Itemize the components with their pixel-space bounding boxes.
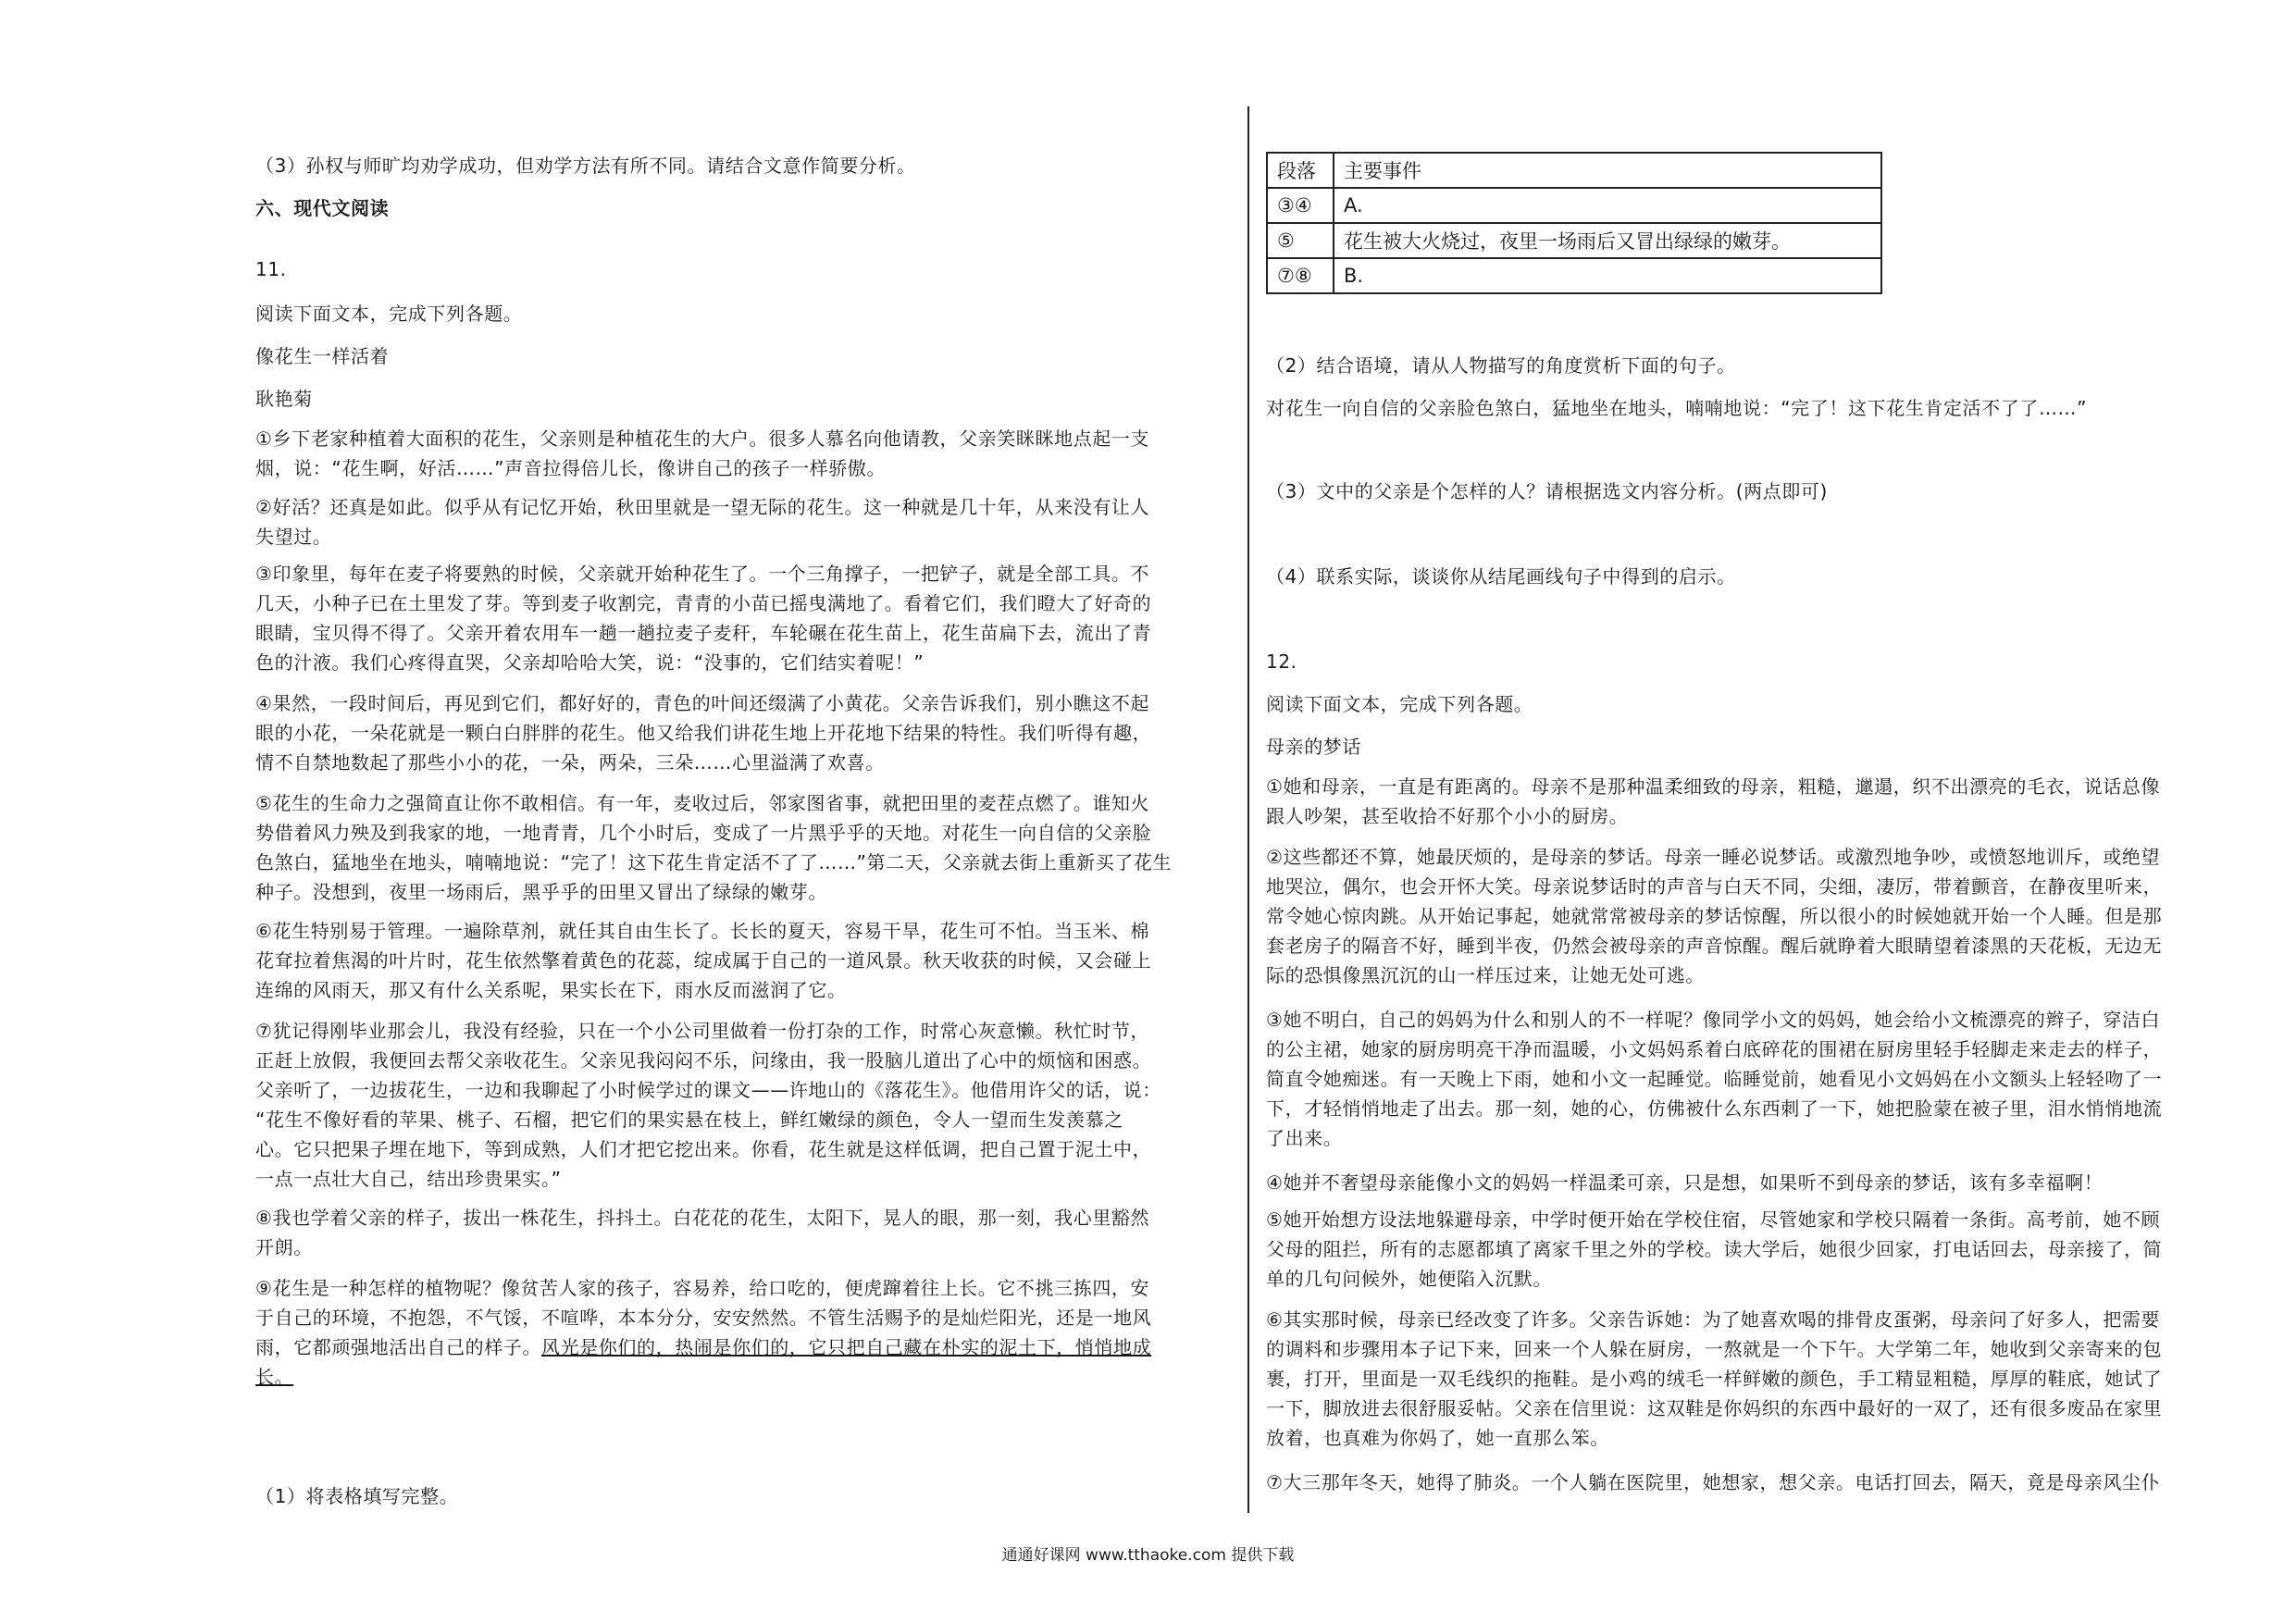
text-line: 势借着风力殃及到我家的地，一地青青，几个小时后，变成了一片黑乎乎的天地。对花生一向自信的父亲脸 bbox=[255, 822, 1152, 844]
paragraph-2 bbox=[255, 492, 1238, 551]
text-line: 开朗。 bbox=[255, 1236, 313, 1258]
text-line: ④果然，一段时间后，再见到它们，都好好的，青色的叶间还缀满了小黄花。父亲告诉我们，别小瞧这不起 bbox=[255, 692, 1150, 714]
quoted-sentence: 对花生一向自信的父亲脸色煞白，猛地坐在地头，喃喃地说：“完了！这下花生肯定活不了了……” bbox=[1266, 397, 2088, 419]
text-line: 的调料和步骤用本子记下来，回来一个人躲在厨房，一熬就是一个下午。大学第二年，她收到父亲寄来的包 bbox=[1266, 1338, 2163, 1360]
paragraph-8 bbox=[255, 1203, 1238, 1262]
table-row bbox=[1267, 223, 1881, 258]
text-line: 简直令她痴迷。有一天晚上下雨，她和小文一起睡觉。临睡觉前，她看见小文妈妈在小文额头上轻轻吻了一 bbox=[1266, 1068, 2163, 1090]
text-line: ①她和母亲，一直是有距离的。母亲不是那种温柔细致的母亲，粗糙，邋遢，织不出漂亮的毛衣，说话总像 bbox=[1266, 775, 2161, 798]
text-line: 一点一点壮大自己，结出珍贵果实。” bbox=[255, 1168, 562, 1190]
table-header-cell: 段落 bbox=[1267, 153, 1334, 188]
essay-author: 耿艳菊 bbox=[255, 388, 313, 410]
paragraph-5 bbox=[1266, 1205, 2249, 1294]
table-cell: ⑤ bbox=[1267, 223, 1334, 258]
text-line: 裹，打开，里面是一双毛线织的拖鞋。是小鸡的绒毛一样鲜嫩的颜色，手工精显粗糙，厚厚的鞋底，她试了 bbox=[1266, 1368, 2163, 1390]
text-line: ⑥花生特别易于管理。一遍除草剂，就任其自由生长了。长长的夏天，容易干旱，花生可不怕。当玉米、棉 bbox=[255, 920, 1150, 942]
text-line: 单的几句问候外，她便陷入沉默。 bbox=[1266, 1268, 1552, 1290]
paragraph-6 bbox=[1266, 1305, 2249, 1453]
paragraph-1 bbox=[1266, 772, 2249, 831]
text-line: 色煞白，猛地坐在地头，喃喃地说：“完了！这下花生肯定活不了了……”第二天，父亲就去街上重新买了花生 bbox=[255, 851, 1173, 873]
text-line: 几天，小种子已在土里发了芽。等到麦子收割完，青青的小苗已摇曳满地了。看着它们，我们瞪大了好奇的 bbox=[255, 592, 1152, 614]
table-cell: ③④ bbox=[1267, 188, 1334, 223]
paragraph-4 bbox=[1266, 1168, 2249, 1197]
text-line: “花生不像好看的苹果、桃子、石榴，把它们的果实悬在枝上，鲜红嫩绿的颜色，令人一望而生发羡慕之 bbox=[255, 1109, 1123, 1131]
table-cell: ⑦⑧ bbox=[1267, 258, 1334, 293]
text-line: 眼睛，宝贝得不得了。父亲开着农用车一趟一趟拉麦子麦秆，车轮碾在花生苗上，花生苗扁下去，流出了青 bbox=[255, 622, 1152, 644]
instruction-text: 阅读下面文本，完成下列各题。 bbox=[255, 303, 523, 325]
paragraph-5 bbox=[255, 788, 1238, 907]
text-line: 失望过。 bbox=[255, 526, 332, 548]
essay-title: 像花生一样活着 bbox=[255, 345, 390, 367]
question-text: （3）孙权与师旷均劝学成功，但劝学方法有所不同。请结合文意作简要分析。 bbox=[255, 155, 916, 177]
text-line: 父母的阻拦，所有的志愿都填了离家千里之外的学校。读大学后，她很少回家，打电话回去，母亲接了，简 bbox=[1266, 1238, 2163, 1260]
text-line: ⑦犹记得刚毕业那会儿，我没有经验，只在一个小公司里做着一份打杂的工作，时常心灰意懒。秋忙时节， bbox=[255, 1020, 1150, 1042]
paragraph-3 bbox=[1266, 1005, 2249, 1153]
paragraph-4 bbox=[255, 688, 1238, 777]
paragraph-3 bbox=[255, 559, 1238, 677]
question-text: （3）文中的父亲是个怎样的人？请根据选文内容分析。(两点即可) bbox=[1266, 480, 1828, 502]
text-line: 种子。没想到，夜里一场雨后，黑乎乎的田里又冒出了绿绿的嫩芽。 bbox=[255, 881, 827, 903]
question-text: （4）联系实际，谈谈你从结尾画线句子中得到的启示。 bbox=[1266, 565, 1736, 588]
text-line: 套老房子的隔音不好，睡到半夜，仍然会被母亲的声音惊醒。醒后就睁着大眼睛望着漆黑的天花板，无边无 bbox=[1266, 935, 2163, 957]
text-line: ③印象里，每年在麦子将要熟的时候，父亲就开始种花生了。一个三角撑子，一把铲子，就是全部工具。不 bbox=[255, 563, 1150, 585]
text-segment: 雨，它都顽强地活出自己的样子。 bbox=[255, 1336, 541, 1358]
text-line: ①乡下老家种植着大面积的花生，父亲则是种植花生的大户。很多人慕名向他请教，父亲笑眯眯地点起一支 bbox=[255, 427, 1150, 450]
text-line: ⑨花生是一种怎样的植物呢？像贫苦人家的孩子，容易养，给口吃的，便虎蹿着往上长。它不挑三拣四，安 bbox=[255, 1277, 1150, 1299]
instruction-text: 阅读下面文本，完成下列各题。 bbox=[1266, 693, 1533, 715]
text-line: 了出来。 bbox=[1266, 1127, 1343, 1149]
paragraph-6 bbox=[255, 916, 1238, 1005]
underlined-sentence: 风光是你们的，热闹是你们的，它只把自己藏在朴实的泥土下，悄悄地成 bbox=[541, 1336, 1152, 1358]
text-line: 一下，脚放进去很舒服妥帖。父亲在信里说：这双鞋是你妈织的东西中最好的一双了，还有很多废品在家里 bbox=[1266, 1397, 2163, 1419]
text-line: 眼的小花，一朵花就是一颗白白胖胖的花生。他又给我们讲花生地上开花地下结果的特性。我们听得有趣， bbox=[255, 722, 1152, 744]
text-line: 父亲听了，一边拔花生，一边和我聊起了小时候学过的课文——许地山的《落花生》。他借用许父的话，说： bbox=[255, 1079, 1161, 1101]
text-line: ⑤她开始想方设法地躲避母亲，中学时便开始在学校住宿，尽管她家和学校只隔着一条街。高考前，她不顾 bbox=[1266, 1208, 2161, 1231]
question-number: 11. bbox=[255, 258, 287, 280]
events-table bbox=[1266, 152, 1882, 294]
text-line: ⑥其实那时候，母亲已经改变了许多。父亲告诉她：为了她喜欢喝的排骨皮蛋粥，母亲问了好多人，把需要 bbox=[1266, 1308, 2161, 1331]
underlined-sentence: 长。 bbox=[255, 1366, 294, 1388]
paragraph-9 bbox=[255, 1273, 1238, 1392]
text-line: 连绵的风雨天，那又有什么关系呢，果实长在下，雨水反而滋润了它。 bbox=[255, 979, 847, 1001]
table-row bbox=[1267, 258, 1881, 293]
paragraph-7 bbox=[1266, 1468, 2249, 1497]
essay-title: 母亲的梦话 bbox=[1266, 736, 1361, 758]
text-line: 跟人吵架，甚至收拾不好那个小小的厨房。 bbox=[1266, 805, 1629, 827]
text-line: 心。它只把果子埋在地下，等到成熟，人们才把它挖出来。你看，花生就是这样低调，把自己置于泥土中， bbox=[255, 1138, 1152, 1160]
question-number: 12. bbox=[1266, 650, 1297, 673]
text-line: 下，才轻悄悄地走了出去。那一刻，她的心，仿佛被什么东西刺了一下，她把脸蒙在被子里，泪水悄悄地流 bbox=[1266, 1097, 2163, 1120]
text-line: ⑦大三那年冬天，她得了肺炎。一个人躺在医院里，她想家，想父亲。电话打回去，隔天，竟是母亲风尘仆 bbox=[1266, 1471, 2161, 1493]
text-line: ②这些都还不算，她最厌烦的，是母亲的梦话。母亲一睡必说梦话。或激烈地争吵，或愤怒地训斥，或绝望 bbox=[1266, 846, 2161, 868]
text-line: 正赶上放假，我便回去帮父亲收花生。父亲见我闷闷不乐，问缘由，我一股脑儿道出了心中的烦恼和困惑。 bbox=[255, 1049, 1152, 1072]
paragraph-1 bbox=[255, 424, 1238, 483]
column-divider bbox=[1247, 106, 1249, 1513]
text-line: 常令她心惊肉跳。从开始记事起，她就常常被母亲的梦话惊醒，所以很小的时候她就开始一个人睡。但是那 bbox=[1266, 905, 2163, 927]
text-line: 花耷拉着焦渴的叶片时，花生依然擎着黄色的花蕊，绽成属于自己的一道风景。秋天收获的时候，又会碰上 bbox=[255, 949, 1152, 972]
text-line: ⑤花生的生命力之强简直让你不敢相信。有一年，麦收过后，邻家图省事，就把田里的麦茬点燃了。谁知火 bbox=[255, 792, 1150, 814]
paragraph-7 bbox=[255, 1016, 1238, 1194]
table-header-row bbox=[1267, 153, 1881, 188]
table-header-cell: 主要事件 bbox=[1334, 153, 1881, 188]
text-line: ④她并不奢望母亲能像小文的妈妈一样温柔可亲，只是想，如果听不到母亲的梦话，该有多幸福啊！ bbox=[1266, 1171, 2104, 1194]
text-line: 的公主裙，她家的厨房明亮干净而温暖，小文妈妈系着白底碎花的围裙在厨房里轻手轻脚走来走去的样子， bbox=[1266, 1038, 2163, 1060]
question-text: （1）将表格填写完整。 bbox=[255, 1485, 459, 1507]
table-row bbox=[1267, 188, 1881, 223]
text-line: ③她不明白，自己的妈妈为什么和别人的不一样呢？像同学小文的妈妈，她会给小文梳漂亮的辫子，穿洁白 bbox=[1266, 1009, 2161, 1031]
question-text: （2）结合语境，请从人物描写的角度赏析下面的句子。 bbox=[1266, 354, 1736, 377]
section-title: 六、现代文阅读 bbox=[255, 197, 390, 219]
text-line: 色的汁液。我们心疼得直哭，父亲却哈哈大笑，说：“没事的，它们结实着呢！” bbox=[255, 651, 925, 674]
text-line: ②好活？还真是如此。似乎从有记忆开始，秋田里就是一望无际的花生。这一种就是几十年，从来没有让人 bbox=[255, 496, 1150, 518]
text-line: 放着，也真难为你妈了，她一直那么笨。 bbox=[1266, 1427, 1609, 1449]
table-cell: B. bbox=[1334, 258, 1881, 293]
text-line: 于自己的环境，不抱怨，不气馁，不喧哗，本本分分，安安然然。不管生活赐予的是灿烂阳光，还是一地风 bbox=[255, 1307, 1152, 1329]
paragraph-2 bbox=[1266, 842, 2249, 990]
table-cell: A. bbox=[1334, 188, 1881, 223]
text-line bbox=[255, 1332, 1238, 1362]
text-line: 情不自禁地数起了那些小小的花，一朵，两朵，三朵……心里溢满了欢喜。 bbox=[255, 751, 885, 774]
page-footer: 通通好课网 www.tthaoke.com 提供下载 bbox=[1001, 1546, 1295, 1565]
text-line: 烟，说：“花生啊，好活……”声音拉得倍儿长，像讲自己的孩子一样骄傲。 bbox=[255, 457, 887, 479]
text-line: 地哭泣，偶尔，也会开怀大笑。母亲说梦话时的声音与白天不同，尖细，凄厉，带着颤音，在静夜里听来， bbox=[1266, 875, 2163, 898]
table-cell: 花生被大火烧过，夜里一场雨后又冒出绿绿的嫩芽。 bbox=[1334, 223, 1881, 258]
text-line: ⑧我也学着父亲的样子，拔出一株花生，抖抖土。白花花的花生，太阳下，晃人的眼，那一刻，我心里豁然 bbox=[255, 1207, 1150, 1229]
text-line: 际的恐惧像黑沉沉的山一样压过来，让她无处可逃。 bbox=[1266, 964, 1705, 986]
